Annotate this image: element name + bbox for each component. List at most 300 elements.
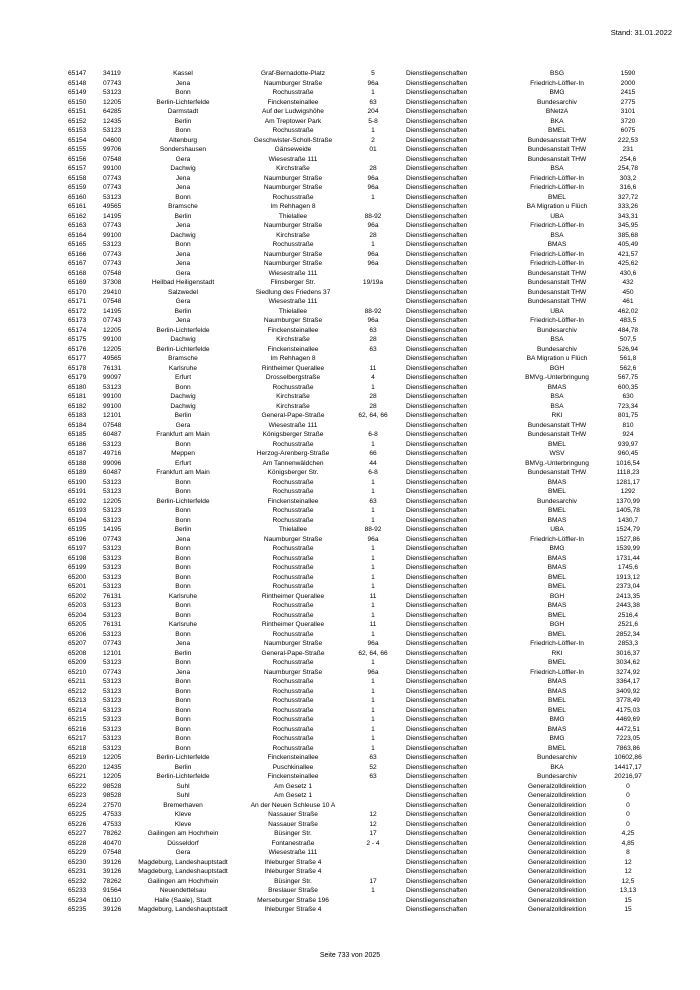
house-number-cell bbox=[353, 297, 393, 307]
category-cell: Dienstliegenschaften bbox=[406, 507, 468, 514]
table-row bbox=[68, 848, 653, 858]
postal-code-cell: 39126 bbox=[103, 858, 122, 866]
category-cell: Dienstliegenschaften bbox=[406, 497, 468, 505]
table-row bbox=[68, 297, 653, 307]
row-id-cell: 65150 bbox=[68, 98, 87, 106]
value-cell: 3274,92 bbox=[616, 668, 640, 676]
table-row bbox=[68, 69, 653, 79]
category-cell: Dienstliegenschaften bbox=[406, 440, 468, 448]
street-cell: Am Tannenwäldchen bbox=[262, 459, 324, 467]
spacer bbox=[393, 687, 406, 697]
postal-code-cell: 07743 bbox=[103, 317, 122, 324]
authority-cell: BMG bbox=[549, 716, 565, 723]
row-id-cell: 65153 bbox=[68, 127, 87, 134]
value-cell: 12,5 bbox=[621, 877, 635, 885]
table-row bbox=[68, 886, 653, 896]
category-cell: Dienstliegenschaften bbox=[406, 602, 468, 609]
spacer bbox=[393, 250, 406, 260]
row-id-cell: 65219 bbox=[68, 754, 87, 761]
row-id-cell: 65231 bbox=[68, 868, 87, 875]
value-cell: 14417,17 bbox=[614, 763, 642, 771]
table-row bbox=[68, 411, 653, 421]
city-cell: Jena bbox=[175, 174, 191, 182]
row-id-cell: 65222 bbox=[68, 782, 87, 790]
spacer bbox=[393, 525, 406, 535]
spacer bbox=[393, 221, 406, 231]
value-cell: 461 bbox=[622, 298, 634, 305]
city-cell: Bonn bbox=[175, 611, 191, 619]
street-cell: Naumburger Straße bbox=[263, 222, 323, 229]
postal-code-cell: 53123 bbox=[103, 583, 122, 590]
authority-cell: BMEL bbox=[548, 583, 566, 590]
postal-code-cell: 07548 bbox=[103, 421, 122, 429]
row-id-cell: 65166 bbox=[68, 250, 87, 258]
authority-cell: Bundesarchiv bbox=[537, 497, 577, 505]
authority-cell: Friedrich-Löffler-In bbox=[530, 79, 584, 87]
house-number-cell: 1 bbox=[371, 193, 375, 201]
spacer bbox=[393, 896, 406, 906]
authority-cell: BSA bbox=[550, 402, 564, 410]
value-cell: 2853,3 bbox=[617, 640, 639, 647]
street-cell: Wiesestraße 111 bbox=[268, 155, 318, 163]
table-row bbox=[68, 896, 653, 906]
city-cell: Bonn bbox=[175, 735, 191, 742]
house-number-cell: 11 bbox=[369, 592, 377, 600]
street-cell: Naumburger Straße bbox=[263, 79, 323, 87]
city-cell: Bonn bbox=[175, 507, 191, 514]
house-number-cell: 62, 64, 66 bbox=[358, 412, 388, 419]
table-row bbox=[68, 867, 653, 877]
city-cell: Bonn bbox=[175, 440, 191, 448]
street-cell: Rochusstraße bbox=[272, 383, 314, 391]
street-cell: Wiesestraße 111 bbox=[268, 269, 318, 277]
city-cell: Düsseldorf bbox=[167, 839, 199, 847]
category-cell: Dienstliegenschaften bbox=[406, 697, 468, 704]
street-cell: Ihleburger Straße 4 bbox=[264, 858, 322, 866]
city-cell: Bonn bbox=[175, 545, 191, 552]
category-cell: Dienstliegenschaften bbox=[406, 250, 468, 258]
table-row bbox=[68, 782, 653, 792]
category-cell: Dienstliegenschaften bbox=[406, 127, 468, 134]
authority-cell: BMAS bbox=[547, 516, 567, 524]
table-row bbox=[68, 801, 653, 811]
city-cell: Bonn bbox=[175, 716, 191, 723]
spacer bbox=[393, 848, 406, 858]
city-cell: Berlin-Lichterfelde bbox=[156, 98, 210, 106]
authority-cell: BMAS bbox=[547, 564, 567, 571]
postal-code-cell: 53123 bbox=[103, 488, 122, 495]
value-cell: 924 bbox=[622, 431, 634, 438]
authority-cell: BNetzA bbox=[545, 108, 569, 115]
postal-code-cell: 99706 bbox=[103, 146, 122, 153]
authority-cell: BKA bbox=[550, 763, 564, 771]
postal-code-cell: 53123 bbox=[103, 507, 122, 514]
house-number-cell: 88-92 bbox=[364, 212, 382, 220]
value-cell: 723,34 bbox=[617, 402, 639, 410]
value-cell: 526,94 bbox=[617, 345, 639, 353]
row-id-cell: 65205 bbox=[68, 621, 87, 628]
street-cell: Rochusstraße bbox=[272, 241, 314, 248]
street-cell: Naumburger Straße bbox=[263, 317, 323, 324]
category-cell: Dienstliegenschaften bbox=[406, 763, 468, 771]
house-number-cell: 96a bbox=[367, 535, 379, 543]
value-cell: 20216,97 bbox=[614, 773, 642, 780]
authority-cell: Generalzolldirektion bbox=[527, 858, 587, 866]
house-number-cell: 1 bbox=[371, 478, 375, 486]
city-cell: Bramsche bbox=[168, 203, 198, 210]
category-cell: Dienstliegenschaften bbox=[406, 611, 468, 619]
table-row bbox=[68, 658, 653, 668]
category-cell: Dienstliegenschaften bbox=[406, 649, 468, 657]
street-cell: Rochusstraße bbox=[272, 507, 314, 514]
house-number-cell: 1 bbox=[371, 716, 375, 723]
house-number-cell bbox=[353, 791, 393, 801]
postal-code-cell: 27570 bbox=[103, 801, 122, 809]
city-cell: Berlin bbox=[174, 763, 192, 771]
table-row bbox=[68, 677, 653, 687]
category-cell: Dienstliegenschaften bbox=[406, 317, 468, 324]
category-cell: Dienstliegenschaften bbox=[406, 877, 468, 885]
postal-code-cell: 14195 bbox=[103, 526, 122, 533]
row-id-cell: 65218 bbox=[68, 744, 87, 752]
table-row bbox=[68, 136, 653, 146]
category-cell: Dienstliegenschaften bbox=[406, 193, 468, 201]
house-number-cell bbox=[353, 202, 393, 212]
postal-code-cell: 53123 bbox=[103, 725, 122, 733]
authority-cell: BGH bbox=[549, 592, 565, 600]
postal-code-cell: 39126 bbox=[103, 906, 122, 913]
row-id-cell: 65170 bbox=[68, 288, 87, 296]
category-cell: Dienstliegenschaften bbox=[406, 573, 468, 581]
value-cell: 2852,34 bbox=[616, 630, 640, 638]
spacer bbox=[393, 183, 406, 193]
city-cell: Halle (Saale), Stadt bbox=[154, 896, 212, 904]
postal-code-cell: 53123 bbox=[103, 440, 122, 448]
house-number-cell: 1 bbox=[371, 507, 375, 514]
street-cell: Rochusstraße bbox=[272, 478, 314, 486]
category-cell: Dienstliegenschaften bbox=[406, 516, 468, 524]
category-cell: Dienstliegenschaften bbox=[406, 849, 468, 856]
postal-code-cell: 60487 bbox=[103, 431, 122, 438]
stand-date: Stand: 31.01.2022 bbox=[610, 28, 672, 37]
category-cell: Dienstliegenschaften bbox=[406, 307, 468, 315]
value-cell: 421,57 bbox=[617, 250, 639, 258]
category-cell: Dienstliegenschaften bbox=[406, 754, 468, 761]
house-number-cell: 19/19a bbox=[362, 279, 384, 286]
value-cell: 2000 bbox=[620, 79, 636, 87]
value-cell: 1527,86 bbox=[616, 535, 640, 543]
city-cell: Jena bbox=[175, 260, 191, 267]
spacer bbox=[393, 516, 406, 526]
row-id-cell: 65177 bbox=[68, 355, 87, 362]
city-cell: Gailingen am Hochrhein bbox=[147, 830, 219, 837]
street-cell: Rochusstraße bbox=[272, 554, 314, 562]
postal-code-cell: 53123 bbox=[103, 564, 122, 571]
authority-cell: Generalzolldirektion bbox=[527, 801, 587, 809]
data-table bbox=[68, 69, 653, 915]
value-cell: 316,6 bbox=[619, 184, 637, 191]
table-row bbox=[68, 744, 653, 754]
category-cell: Dienstliegenschaften bbox=[406, 260, 468, 267]
value-cell: 7223,05 bbox=[616, 735, 640, 742]
postal-code-cell: 07743 bbox=[103, 260, 122, 267]
postal-code-cell: 53123 bbox=[103, 687, 122, 695]
row-id-cell: 65209 bbox=[68, 659, 87, 666]
category-cell: Dienstliegenschaften bbox=[406, 725, 468, 733]
house-number-cell: 1 bbox=[371, 573, 375, 581]
value-cell: 1370,99 bbox=[616, 497, 640, 505]
table-row bbox=[68, 877, 653, 887]
category-cell: Dienstliegenschaften bbox=[406, 222, 468, 229]
value-cell: 2415 bbox=[620, 89, 636, 96]
category-cell: Dienstliegenschaften bbox=[406, 811, 468, 818]
house-number-cell: 1 bbox=[371, 241, 375, 248]
spacer bbox=[393, 126, 406, 136]
row-id-cell: 65223 bbox=[68, 792, 87, 799]
postal-code-cell: 78262 bbox=[103, 877, 122, 885]
street-cell: Flinsberger Str. bbox=[270, 279, 316, 286]
authority-cell: Bundesanstalt THW bbox=[527, 136, 587, 144]
city-cell: Gera bbox=[175, 155, 191, 163]
table-row bbox=[68, 430, 653, 440]
house-number-cell bbox=[353, 801, 393, 811]
postal-code-cell: 76131 bbox=[103, 364, 122, 372]
value-cell: 2413,35 bbox=[616, 592, 640, 600]
row-id-cell: 65229 bbox=[68, 849, 87, 856]
city-cell: Magdeburg, Landeshauptstadt bbox=[138, 906, 228, 913]
spacer bbox=[393, 459, 406, 469]
spacer bbox=[393, 155, 406, 165]
postal-code-cell: 07743 bbox=[103, 222, 122, 229]
authority-cell: Friedrich-Löffler-In bbox=[530, 668, 584, 676]
city-cell: Karlsruhe bbox=[168, 621, 198, 628]
city-cell: Gera bbox=[175, 421, 191, 429]
value-cell: 222,53 bbox=[617, 136, 639, 144]
city-cell: Suhl bbox=[176, 792, 190, 799]
row-id-cell: 65152 bbox=[68, 117, 87, 125]
value-cell: 0 bbox=[626, 820, 630, 828]
postal-code-cell: 53123 bbox=[103, 193, 122, 201]
city-cell: Magdeburg, Landeshauptstadt bbox=[138, 858, 228, 866]
street-cell: Finckensteinallee bbox=[267, 754, 319, 761]
spacer bbox=[393, 791, 406, 801]
city-cell: Sondershausen bbox=[159, 146, 207, 153]
value-cell: 327,72 bbox=[617, 193, 639, 201]
authority-cell: Generalzolldirektion bbox=[527, 887, 587, 894]
value-cell: 3364,17 bbox=[616, 678, 640, 685]
value-cell: 4,25 bbox=[621, 830, 635, 837]
value-cell: 484,78 bbox=[617, 326, 639, 334]
authority-cell: BSG bbox=[550, 70, 564, 77]
row-id-cell: 65235 bbox=[68, 906, 87, 913]
city-cell: Magdeburg, Landeshauptstadt bbox=[138, 868, 228, 875]
value-cell: 810 bbox=[622, 421, 634, 429]
house-number-cell: 96a bbox=[367, 222, 379, 229]
authority-cell: Bundesarchiv bbox=[537, 754, 577, 761]
street-cell: Rochusstraße bbox=[272, 659, 314, 666]
authority-cell: Generalzolldirektion bbox=[527, 820, 587, 828]
postal-code-cell: 53123 bbox=[103, 706, 122, 714]
spacer bbox=[393, 269, 406, 279]
city-cell: Bonn bbox=[175, 583, 191, 590]
category-cell: Dienstliegenschaften bbox=[406, 383, 468, 391]
spacer bbox=[393, 487, 406, 497]
house-number-cell bbox=[353, 858, 393, 868]
table-row bbox=[68, 335, 653, 345]
spacer bbox=[393, 335, 406, 345]
spacer bbox=[393, 174, 406, 184]
row-id-cell: 65167 bbox=[68, 260, 87, 267]
category-cell: Dienstliegenschaften bbox=[406, 716, 468, 723]
table-row bbox=[68, 734, 653, 744]
spacer bbox=[393, 886, 406, 896]
value-cell: 1405,78 bbox=[616, 507, 640, 514]
spacer bbox=[393, 696, 406, 706]
table-row bbox=[68, 449, 653, 459]
page-footer: Seite 733 von 2025 bbox=[319, 952, 381, 959]
postal-code-cell: 64285 bbox=[103, 108, 122, 115]
value-cell: 1016,54 bbox=[616, 459, 640, 467]
row-id-cell: 65157 bbox=[68, 165, 87, 172]
row-id-cell: 65225 bbox=[68, 811, 87, 818]
postal-code-cell: 53123 bbox=[103, 716, 122, 723]
city-cell: Bonn bbox=[175, 383, 191, 391]
city-cell: Suhl bbox=[176, 782, 190, 790]
house-number-cell: 01 bbox=[369, 146, 377, 153]
value-cell: 333,26 bbox=[617, 203, 639, 210]
house-number-cell: 1 bbox=[371, 89, 375, 96]
city-cell: Kassel bbox=[173, 70, 193, 77]
authority-cell: Generalzolldirektion bbox=[527, 782, 587, 790]
house-number-cell bbox=[353, 848, 393, 858]
spacer bbox=[393, 772, 406, 782]
street-cell: Auf der Ludwigshöhe bbox=[262, 108, 324, 115]
house-number-cell: 204 bbox=[367, 108, 379, 115]
street-cell: Kirchstraße bbox=[276, 336, 310, 343]
postal-code-cell: 07743 bbox=[103, 535, 122, 543]
row-id-cell: 65181 bbox=[68, 393, 87, 400]
street-cell: Geschwister-Scholl-Straße bbox=[253, 136, 333, 144]
house-number-cell: 12 bbox=[369, 820, 377, 828]
row-id-cell: 65187 bbox=[68, 450, 87, 457]
spacer bbox=[393, 867, 406, 877]
value-cell: 507,5 bbox=[619, 336, 637, 343]
house-number-cell: 1 bbox=[371, 127, 375, 134]
table-row bbox=[68, 487, 653, 497]
postal-code-cell: 29410 bbox=[103, 288, 122, 296]
street-cell: Wiesestraße 111 bbox=[268, 298, 318, 305]
house-number-cell: 5-8 bbox=[368, 117, 378, 125]
value-cell: 425,62 bbox=[617, 260, 639, 267]
postal-code-cell: 07743 bbox=[103, 640, 122, 647]
house-number-cell: 1 bbox=[371, 611, 375, 619]
city-cell: Jena bbox=[175, 640, 191, 647]
house-number-cell: 28 bbox=[369, 393, 377, 400]
category-cell: Dienstliegenschaften bbox=[406, 345, 468, 353]
row-id-cell: 65194 bbox=[68, 516, 87, 524]
table-row bbox=[68, 820, 653, 830]
category-cell: Dienstliegenschaften bbox=[406, 393, 468, 400]
row-id-cell: 65160 bbox=[68, 193, 87, 201]
row-id-cell: 65178 bbox=[68, 364, 87, 372]
table-row bbox=[68, 611, 653, 621]
spacer bbox=[393, 905, 406, 915]
spacer bbox=[393, 839, 406, 849]
postal-code-cell: 07743 bbox=[103, 174, 122, 182]
postal-code-cell: 12101 bbox=[103, 412, 122, 419]
authority-cell: Bundesarchiv bbox=[537, 326, 577, 334]
value-cell: 2516,4 bbox=[617, 611, 639, 619]
spacer bbox=[393, 373, 406, 383]
spacer bbox=[393, 563, 406, 573]
value-cell: 3034,62 bbox=[616, 659, 640, 666]
postal-code-cell: 53123 bbox=[103, 241, 122, 248]
authority-cell: Generalzolldirektion bbox=[527, 811, 587, 818]
house-number-cell bbox=[353, 421, 393, 431]
value-cell: 0 bbox=[626, 811, 630, 818]
table-row bbox=[68, 316, 653, 326]
house-number-cell: 1 bbox=[371, 516, 375, 524]
row-id-cell: 65200 bbox=[68, 573, 87, 581]
row-id-cell: 65234 bbox=[68, 896, 87, 904]
house-number-cell: 63 bbox=[369, 773, 377, 780]
city-cell: Bramsche bbox=[168, 355, 198, 362]
row-id-cell: 65179 bbox=[68, 374, 87, 381]
row-id-cell: 65171 bbox=[68, 298, 87, 305]
city-cell: Dachwig bbox=[170, 402, 196, 410]
spacer bbox=[393, 212, 406, 222]
category-cell: Dienstliegenschaften bbox=[406, 735, 468, 742]
street-cell: Drosselbergstraße bbox=[265, 374, 321, 381]
row-id-cell: 65199 bbox=[68, 564, 87, 571]
authority-cell: Bundesanstalt THW bbox=[527, 269, 587, 277]
category-cell: Dienstliegenschaften bbox=[406, 678, 468, 685]
category-cell: Dienstliegenschaften bbox=[406, 117, 468, 125]
authority-cell: BMEL bbox=[548, 507, 566, 514]
city-cell: Berlin-Lichterfelde bbox=[156, 754, 210, 761]
postal-code-cell: 06110 bbox=[103, 896, 121, 904]
category-cell: Dienstliegenschaften bbox=[406, 174, 468, 182]
authority-cell: BMAS bbox=[547, 241, 567, 248]
table-body bbox=[68, 69, 653, 915]
postal-code-cell: 53123 bbox=[103, 697, 122, 704]
postal-code-cell: 53123 bbox=[103, 478, 122, 486]
value-cell: 0 bbox=[626, 792, 630, 799]
postal-code-cell: 12205 bbox=[103, 326, 122, 334]
row-id-cell: 65195 bbox=[68, 526, 87, 533]
row-id-cell: 65206 bbox=[68, 630, 87, 638]
spacer bbox=[393, 592, 406, 602]
category-cell: Dienstliegenschaften bbox=[406, 336, 468, 343]
city-cell: Bremerhaven bbox=[163, 801, 203, 809]
street-cell: Finckensteinallee bbox=[267, 773, 319, 780]
table-row bbox=[68, 392, 653, 402]
authority-cell: Friedrich-Löffler-In bbox=[530, 250, 584, 258]
spacer bbox=[393, 288, 406, 298]
house-number-cell bbox=[353, 155, 393, 165]
postal-code-cell: 12101 bbox=[103, 649, 122, 657]
house-number-cell: 1 bbox=[371, 678, 375, 685]
postal-code-cell: 99097 bbox=[103, 374, 122, 381]
row-id-cell: 65163 bbox=[68, 222, 87, 229]
category-cell: Dienstliegenschaften bbox=[406, 184, 468, 191]
street-cell: Rintheimer Querallee bbox=[261, 592, 325, 600]
house-number-cell: 17 bbox=[369, 877, 377, 885]
postal-code-cell: 49565 bbox=[103, 355, 122, 362]
street-cell: Ihleburger Straße 4 bbox=[264, 906, 322, 913]
table-row bbox=[68, 240, 653, 250]
row-id-cell: 65174 bbox=[68, 326, 87, 334]
